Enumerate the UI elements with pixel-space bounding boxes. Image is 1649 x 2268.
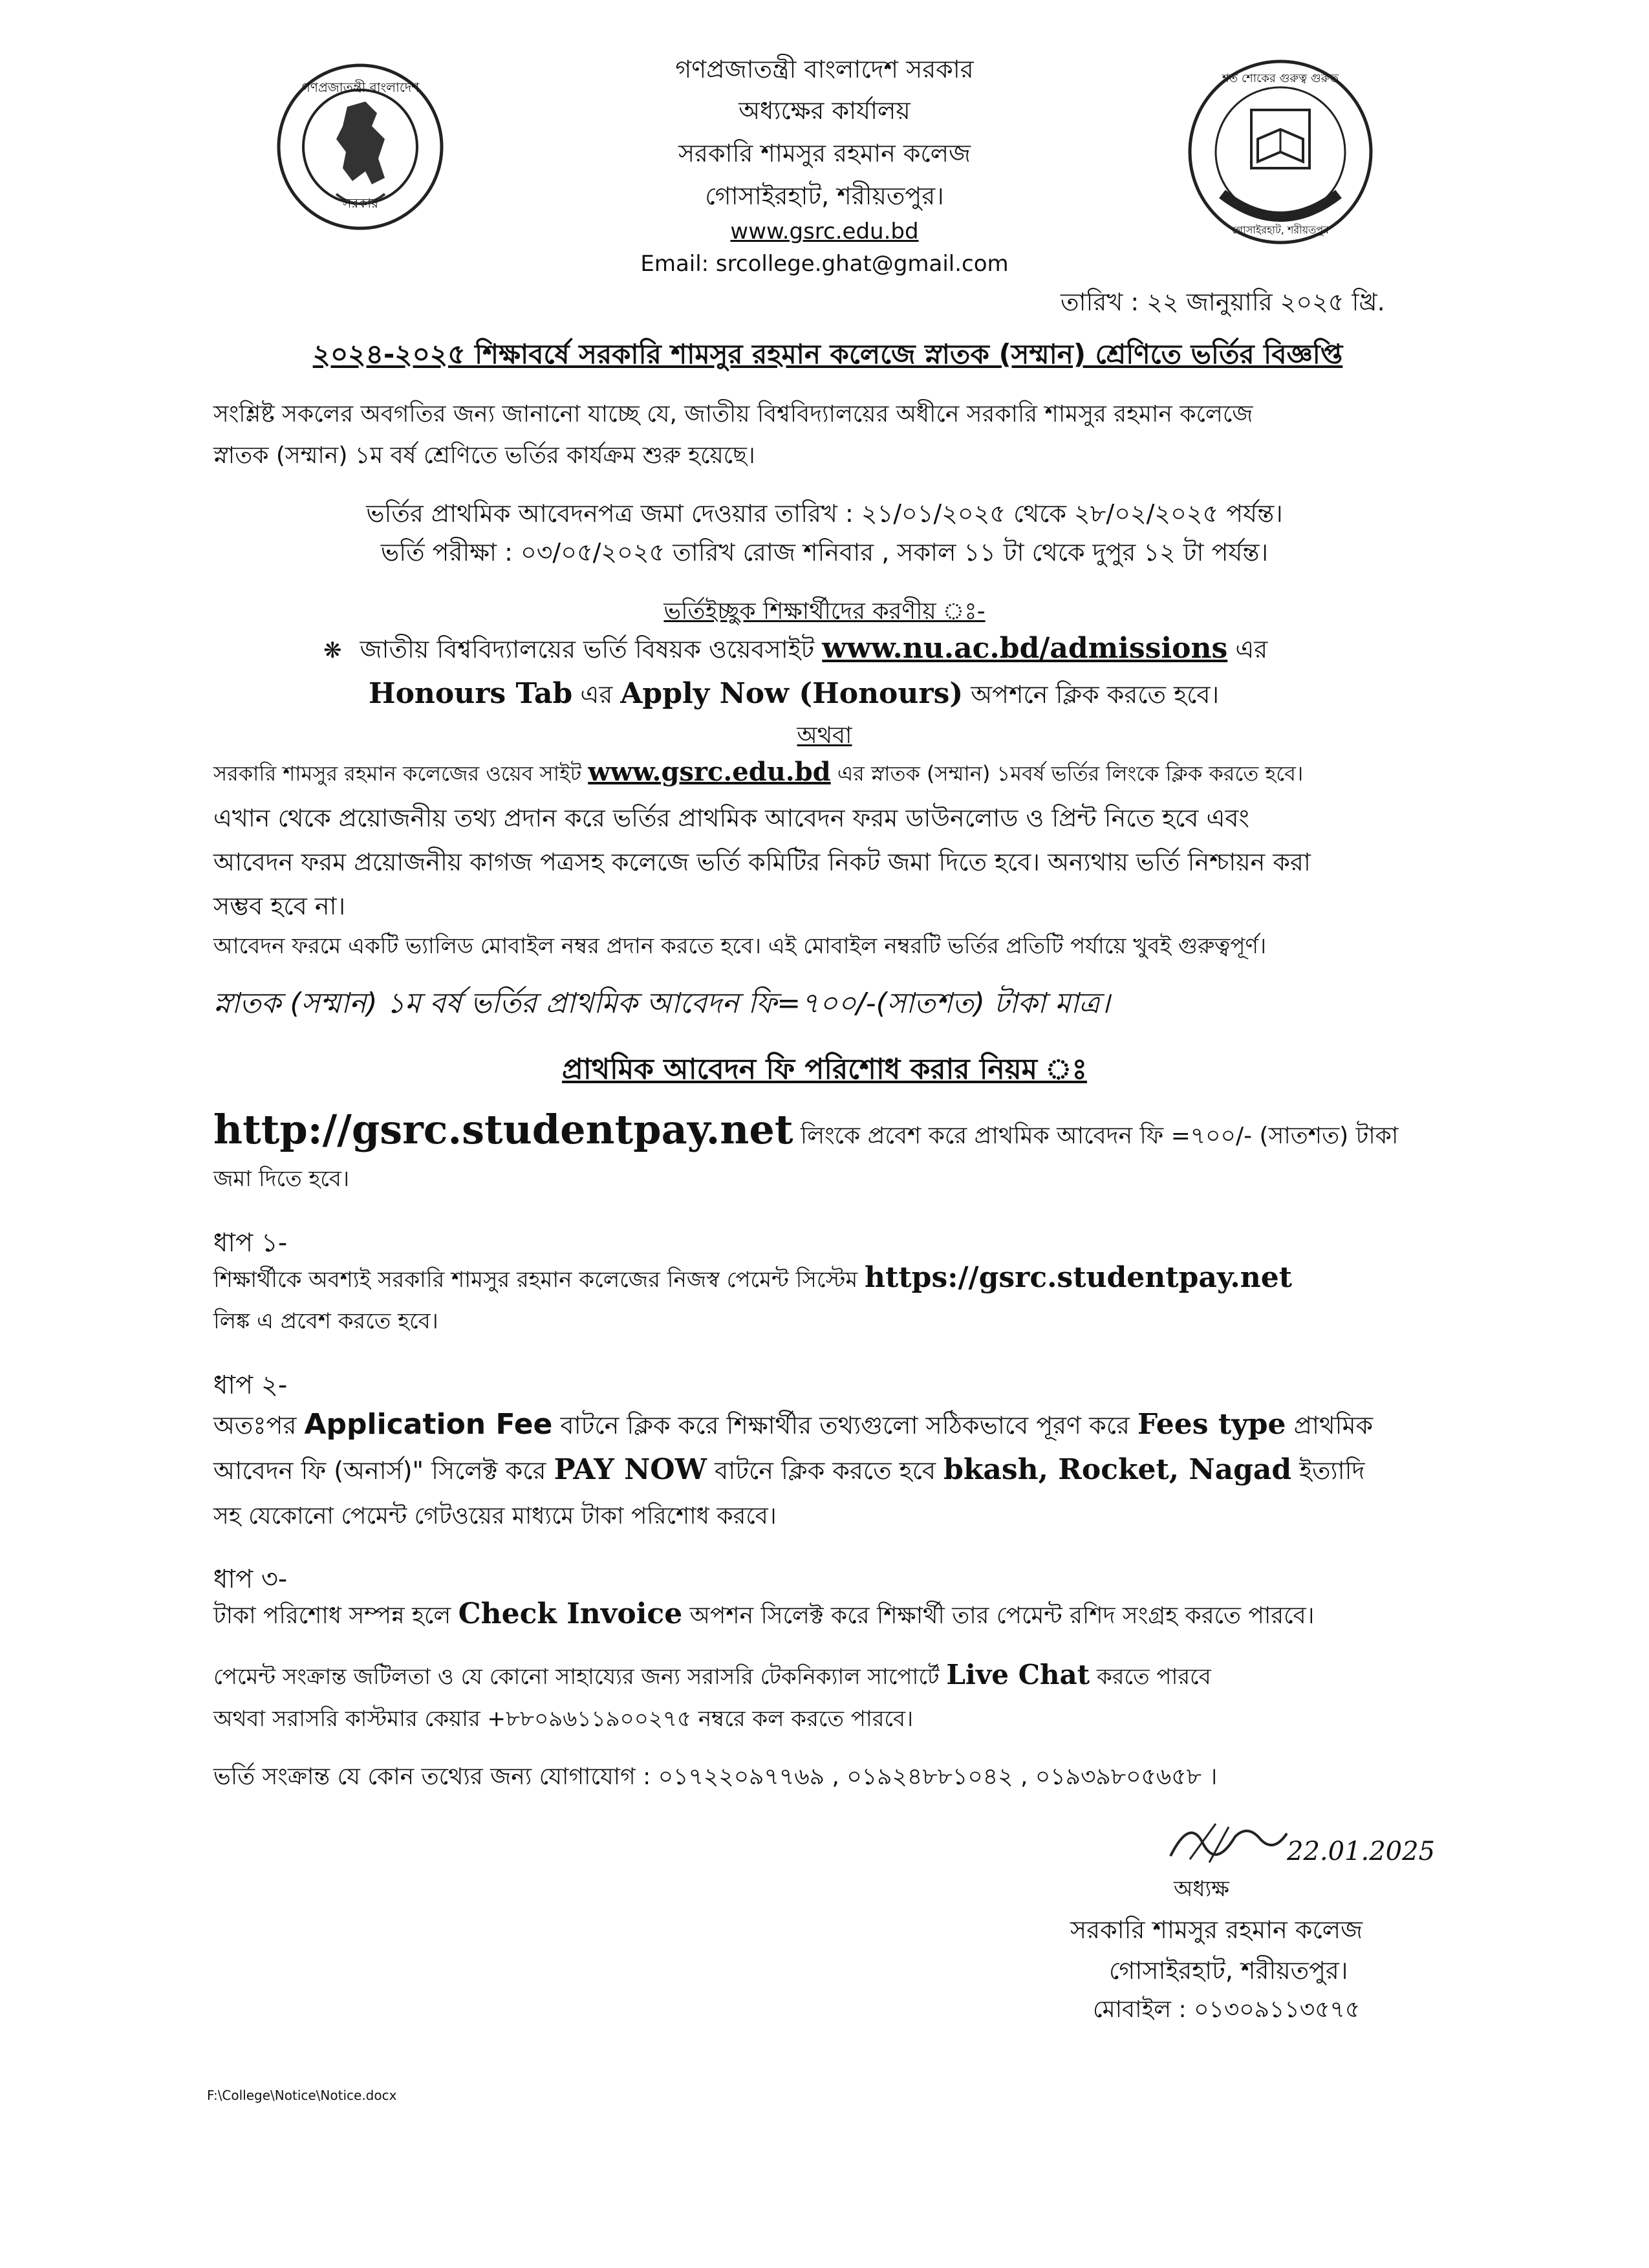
star-bullet-icon: ❋ — [323, 638, 342, 664]
honours-tab-line — [369, 676, 1219, 717]
college-site-line-1 — [213, 757, 1303, 792]
support-a: পেমেন্ট সংক্রান্ত জটিলতা ও যে কোনো সাহায্যের জন্য সরাসরি টেকনিক্যাল সাপোর্টে — [213, 1664, 947, 1690]
college-site-suffix: এর স্নাতক (সম্মান) ১মবর্ষ ভর্তির লিংকে ক্লিক করতে হবে। — [830, 761, 1304, 786]
step-3-line-1 — [213, 1597, 1314, 1637]
step-2-l1-c: প্রাথমিক — [1286, 1411, 1374, 1440]
signature-college: সরকারি শামসুর রহমান কলেজ — [1070, 1916, 1363, 1944]
nu-website-line — [323, 631, 1267, 672]
intro-line-1: সংশ্লিষ্ট সকলের অবগতির জন্য জানানো যাচ্ছে যে, জাতীয় বিশ্ববিদ্যালয়ের অধীনে সরকারি শামসুর রহমান কলেজে — [213, 401, 1253, 427]
header-address: গোসাইরহাট, শরীয়তপুর। — [705, 182, 944, 210]
right-seal-top-text: শত শোকের গুরুত্ব গুরুত — [1222, 72, 1339, 85]
step-1-line-2: লিঙ্ক এ প্রবেশ করতে হবে। — [213, 1308, 438, 1334]
fees-type-text: Fees type — [1137, 1408, 1286, 1441]
college-site-line-3: আবেদন ফরম প্রয়োজনীয় কাগজ পত্রসহ কলেজে ভর্তি কমিটির নিকট জমা দিতে হবে। অন্যথায় ভর্তি নিশ্চায়ন করা — [213, 848, 1311, 876]
application-date: ভর্তির প্রাথমিক আবেদনপত্র জমা দেওয়ার তারিখ : ২১/০১/২০২৫ থেকে ২৮/০২/২০২৫ পর্যন্ত। — [366, 499, 1283, 528]
support-b: করতে পারবে — [1090, 1664, 1211, 1690]
college-website-link[interactable]: www.gsrc.edu.bd — [588, 757, 831, 787]
step-1-prefix: শিক্ষার্থীকে অবশ্যই সরকারি শামসুর রহমান কলেজের নিজস্ব পেমেন্ট সিস্টেম — [213, 1267, 865, 1293]
step-2-line-2 — [213, 1452, 1364, 1493]
payment-gateways-text: bkash, Rocket, Nagad — [943, 1453, 1292, 1486]
step-2-l1-a: অতঃপর — [213, 1411, 305, 1440]
payment-url-line-2: জমা দিতে হবে। — [213, 1166, 350, 1192]
right-seal-bottom-text: গোসাইরহাট, শরীয়তপুর — [1232, 224, 1329, 236]
step-3-b: অপশন সিলেক্ট করে শিক্ষার্থী তার পেমেন্ট রশিদ সংগ্রহ করতে পারবে। — [682, 1603, 1315, 1629]
pay-now-text: PAY NOW — [554, 1453, 707, 1486]
application-fee-text: Application Fee — [304, 1408, 553, 1441]
college-site-line-2: এখান থেকে প্রয়োজনীয় তথ্য প্রদান করে ভর্তির প্রাথমিক আবেদন ফরম ডাউনলোড ও প্রিন্ট নিতে হবে এবং — [213, 804, 1249, 832]
todo-heading: ভর্তিইচ্ছুক শিক্ষার্থীদের করণীয় ঃ- — [663, 598, 986, 625]
header-office: অধ্যক্ষের কার্যালয় — [738, 96, 911, 125]
contact-numbers: ভর্তি সংক্রান্ত যে কোন তথ্যের জন্য যোগাযোগ : ০১৭২২০৯৭৭৬৯ , ০১৯২৪৮৮১০৪২ , ০১৯৩৯৮০৫৬৫৮ । — [213, 1764, 1218, 1790]
college-site-prefix: সরকারি শামসুর রহমান কলেজের ওয়েব সাইট — [213, 761, 588, 786]
step-1-url[interactable]: https://gsrc.studentpay.net — [865, 1261, 1293, 1294]
signature-address: গোসাইরহাট, শরীয়তপুর। — [1109, 1956, 1348, 1985]
step-2-l1-b: বাটনে ক্লিক করে শিক্ষার্থীর তথ্যগুলো সঠিকভাবে পূরণ করে — [552, 1411, 1137, 1440]
live-chat-text: Live Chat — [946, 1659, 1090, 1690]
signature-icon — [1164, 1804, 1293, 1875]
step-2-line-1 — [213, 1407, 1373, 1448]
honours-mid-text: এর — [572, 680, 621, 709]
header-government: গণপ্রজাতন্ত্রী বাংলাদেশ সরকার — [675, 55, 974, 83]
nu-website-prefix: জাতীয় বিশ্ববিদ্যালয়ের ভর্তি বিষয়ক ওয়েবসাইট — [360, 635, 823, 664]
header-email: Email: srcollege.ghat@gmail.com — [640, 251, 1009, 277]
or-text: অথবা — [797, 722, 852, 749]
step-1-line-1 — [213, 1261, 1292, 1300]
support-line-2: অথবা সরাসরি কাস্টমার কেয়ার +৮৮০৯৬১১৯০০২৭৫ নম্বরে কল করতে পারবে। — [213, 1706, 914, 1732]
nu-website-suffix: এর — [1227, 635, 1268, 664]
honours-tab-text: Honours Tab — [369, 677, 573, 710]
step-2-l2-b: বাটনে ক্লিক করতে হবে — [707, 1456, 944, 1485]
step-1-title: ধাপ ১- — [213, 1228, 288, 1258]
document-file-path: F:\College\Notice\Notice.docx — [207, 2088, 397, 2103]
step-2-l2-c: ইত্যাদি — [1291, 1456, 1365, 1485]
check-invoice-text: Check Invoice — [458, 1597, 683, 1630]
header-college: সরকারি শামসুর রহমান কলেজ — [678, 139, 971, 167]
nu-admissions-link[interactable]: www.nu.ac.bd/admissions — [822, 632, 1228, 665]
step-2-l2-a: আবেদন ফি (অনার্স)" সিলেক্ট করে — [213, 1456, 554, 1485]
exam-date: ভর্তি পরীক্ষা : ০৩/০৫/২০২৫ তারিখ রোজ শনিবার , সকাল ১১ টা থেকে দুপুর ১২ টা পর্যন্ত। — [380, 538, 1269, 567]
signature-role: অধ্যক্ষ — [1174, 1876, 1229, 1902]
signature-mobile: মোবাইল : ০১৩০৯১১৩৫৭৫ — [1093, 1996, 1361, 2023]
notice-date: তারিখ : ২২ জানুয়ারি ২০২৫ খ্রি. — [1061, 288, 1385, 316]
step-2-line-3: সহ যেকোনো পেমেন্ট গেটওয়ের মাধ্যমে টাকা পরিশোধ করবে। — [213, 1503, 777, 1529]
fee-notice: স্নাতক (সম্মান) ১ম বর্ষ ভর্তির প্রাথমিক আবেদন ফি=৭০০/-(সাতশত) টাকা মাত্র। — [213, 987, 1110, 1020]
honours-end-text: অপশনে ক্লিক করতে হবে। — [963, 680, 1220, 709]
header-website-link[interactable]: www.gsrc.edu.bd — [730, 219, 919, 244]
step-2-title: ধাপ ২- — [213, 1370, 288, 1400]
handwritten-date: 22.01.2025 — [1287, 1837, 1436, 1866]
notice-title: ২০২৪-২০২৫ শিক্ষাবর্ষে সরকারি শামসুর রহমান কলেজে স্নাতক (সম্মান) শ্রেণিতে ভর্তির বিজ্ঞপ্তি — [312, 338, 1343, 370]
apply-now-text: Apply Now (Honours) — [620, 677, 964, 710]
mobile-number-notice: আবেদন ফরমে একটি ভ্যালিড মোবাইল নম্বর প্রদান করতে হবে। এই মোবাইল নম্বরটি ভর্তির প্রতিটি পর্যায়ে খুবই গুরুত্বপূর্ণ। — [213, 933, 1267, 959]
step-3-title: ধাপ ৩- — [213, 1564, 288, 1594]
college-site-line-4: সম্ভব হবে না। — [213, 892, 346, 920]
support-line-1 — [213, 1659, 1211, 1697]
payment-url-suffix: লিংকে প্রবেশ করে প্রাথমিক আবেদন ফি =৭০০/- (সাতশত) টাকা — [793, 1123, 1399, 1149]
payment-heading: প্রাথমিক আবেদন ফি পরিশোধ করার নিয়ম ঃ — [562, 1053, 1087, 1086]
studentpay-url[interactable]: http://gsrc.studentpay.net — [213, 1106, 793, 1153]
left-seal-top-text: গণপ্রজাতন্ত্রী বাংলাদেশ — [301, 80, 420, 95]
left-seal-bottom-text: সরকার — [342, 195, 378, 211]
intro-line-2: স্নাতক (সম্মান) ১ম বর্ষ শ্রেণিতে ভর্তির কার্যক্রম শুরু হয়েছে। — [213, 442, 755, 469]
payment-url-line — [213, 1106, 1398, 1157]
step-3-a: টাকা পরিশোধ সম্পন্ন হলে — [213, 1603, 458, 1629]
